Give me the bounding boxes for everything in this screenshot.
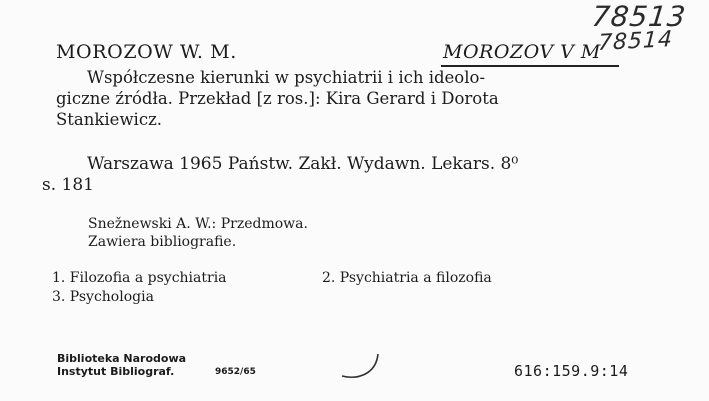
note-preface: Snežnewski A. W.: Przedmowa. [88, 216, 308, 232]
transliterated-heading: MOROZOV V M [443, 41, 601, 63]
subject-1: 1. Filozofia a psychiatria [52, 270, 227, 286]
classification-number: 616:159.9:14 [514, 362, 629, 380]
curve-mark-icon [338, 352, 388, 382]
note-bibliography: Zawiera bibliografie. [88, 234, 237, 250]
author-heading: MOROZOW W. M. [56, 41, 237, 63]
library-name: Biblioteka Narodowa [57, 352, 187, 365]
card-code: 9652/65 [215, 367, 256, 377]
imprint-line-2: s. 181 [42, 175, 94, 195]
subject-3: 3. Psychologia [52, 289, 154, 305]
title-line-1: Współczesne kierunki w psychiatrii i ich ideolo- [87, 68, 486, 87]
handwritten-number-1: 78513 [590, 0, 688, 33]
subject-2: 2. Psychiatria a filozofia [322, 270, 492, 286]
imprint-line-1: Warszawa 1965 Państw. Zakł. Wydawn. Lekars. 8⁰ [87, 154, 519, 174]
institute-name: Instytut Bibliograf. [57, 365, 175, 378]
title-line-2: giczne źródła. Przekład [z ros.]: Kira Gerard i Dorota [56, 89, 499, 108]
title-line-3: Stankiewicz. [56, 110, 163, 129]
handwritten-number-2: 78514 [597, 26, 674, 57]
